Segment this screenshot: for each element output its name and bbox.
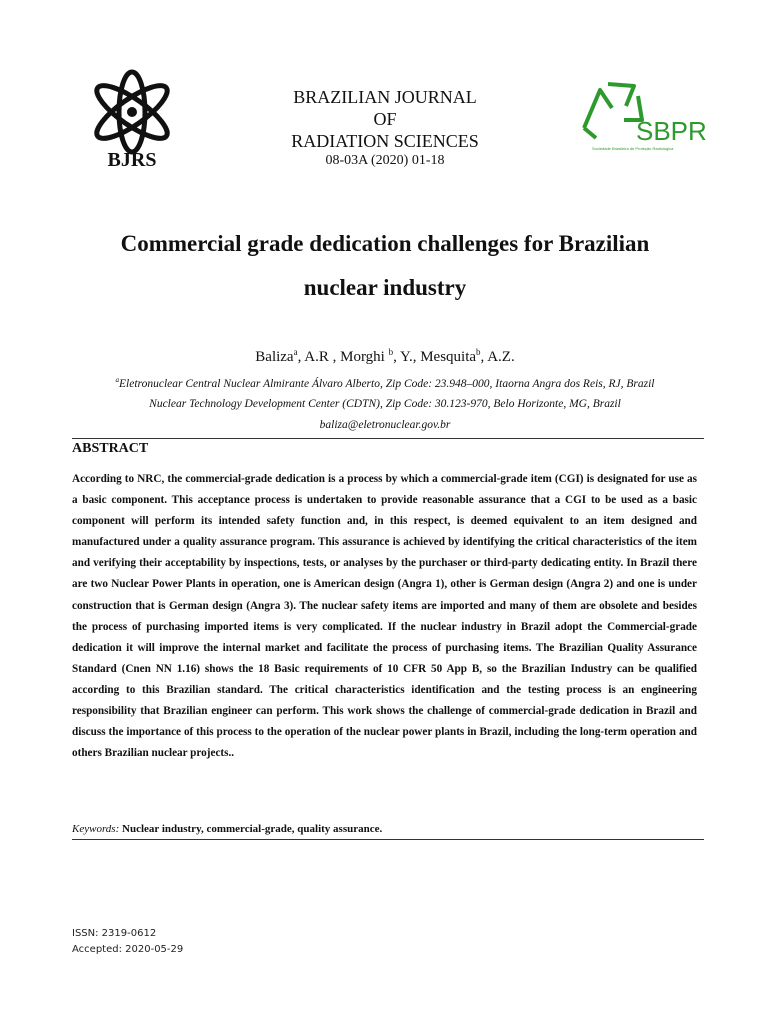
accepted-date: Accepted: 2020-05-29 [72,944,184,955]
recycle-triangle-icon [578,78,707,154]
journal-name-line2: OF [373,109,397,129]
journal-name-line1: BRAZILIAN JOURNAL [293,87,477,107]
keywords [72,823,382,835]
bjrs-logo-text: BJRS [107,149,157,171]
affiliation-1-sup: a [115,376,120,384]
journal-header [250,86,520,170]
keywords-label: Keywords: [72,823,120,835]
author-email[interactable]: baliza@eletronuclear.gov.br [319,419,451,431]
journal-volume: 08-03A (2020) 01-18 [325,153,445,168]
abstract-heading: ABSTRACT [72,441,149,456]
author-3: , Y., Mesquita [393,349,477,365]
sbpr-logo-text: SBPR [636,116,707,146]
author-list [40,347,730,366]
footer-info [72,926,183,958]
sbpr-logo-subtitle: Sociedade Brasileira de Proteção Radiológica [592,146,674,151]
atom-icon [86,66,178,170]
author-2: , A.R , Morghi [297,349,389,365]
paper-title [40,222,730,310]
affiliation-2: Nuclear Technology Development Center (CDTN), Zip Code: 30.123-970, Belo Horizonte, MG, Brazil [149,398,621,410]
divider-bottom [72,839,704,840]
keywords-text: Nuclear industry, commercial-grade, quality assurance. [119,823,383,835]
author-1-affil: a [293,347,298,357]
abstract-body: According to NRC, the commercial-grade dedication is a process by which a commercial-grade item (CGI) is designated for use as a basic component. This acceptance process is undertaken to provide reasonable assurance that a CGI to be used as a basic component will perform its intended safety function and, in this respect, is deemed equivalent to an item designed and manufactured under a quality assurance program. This assurance is achieved by identifying the critical characteristics of the item and verifying their acceptability by inspections, tests, or analyses by the purchaser or third-party dedicating entity. In Brazil there are two Nuclear Power Plants in operation, one is American design (Angra 1), other is German design (Angra 2) and one is under construction that is German design (Angra 3). The nuclear safety items are imported and many of them are obsolete and besides the process of purchasing imported items is very complicated. If the nuclear industry in Brazil adopt the Commercial-grade dedication it will improve the internal market and facilitate the process of purchasing items. The Brazilian Quality Assurance Standard (Cnen NN 1.16) shows the 18 Basic requirements of 10 CFR 50 App B, so the Brazilian Industry can be qualified according to this Brazilian standard. The critical characteristics identification and the testing process is an engineering responsibility that Brazilian engineer can perform. This work shows the challenge of commercial-grade dedication in Brazil and discuss the importance of this process to the operation of the nuclear power plants in Brazil, including the long-term operation and others Brazilian nuclear projects.. [72,473,697,760]
bjrs-logo [86,66,178,170]
issn: ISSN: 2319-0612 [72,928,157,939]
author-3-affil: b [476,347,481,357]
divider-top [72,438,704,439]
sbpr-logo [578,78,707,154]
author-4: , A.Z. [480,349,515,365]
journal-name-line3: RADIATION SCIENCES [291,131,479,151]
affiliation-1 [40,376,730,390]
title-line2: nuclear industry [303,275,467,300]
author-1: Baliza [255,349,294,365]
affiliation-1-text: Eletronuclear Central Nuclear Almirante Álvaro Alberto, Zip Code: 23.948–000, Itaorna Angra dos Reis, RJ, Brazil [119,377,655,390]
title-line1: Commercial grade dedication challenges for Brazilian [120,231,650,256]
author-2-affil: b [388,347,394,357]
